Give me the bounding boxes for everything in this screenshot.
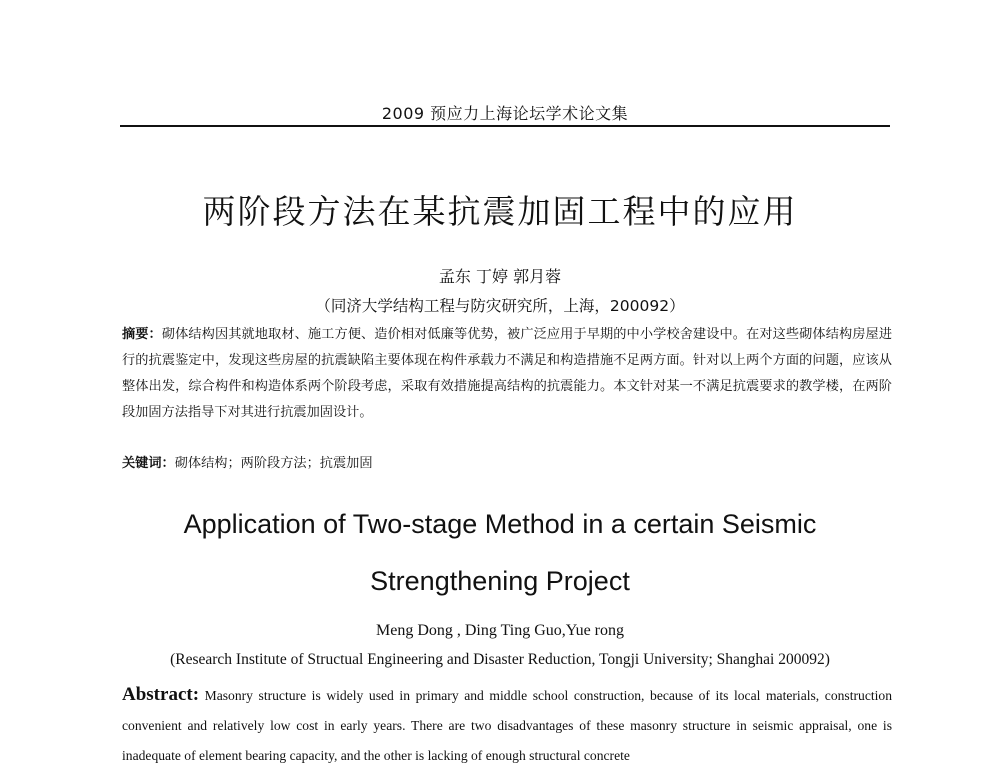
chinese-abstract-text: 砌体结构因其就地取材、施工方便、造价相对低廉等优势，被广泛应用于早期的中小学校舍建设中。在对这些砌体结构房屋进行的抗震鉴定中，发现这些房屋的抗震缺陷主要体现在构件承载力不满足和构造措施不足两方面。针对以上两个方面的问题，应该从整体出发，综合构件和构造体系两个阶段考虑，采取有效措施提高结构的抗震能力。本文针对某一不满足抗震要求的教学楼，在两阶段加固方法指导下对其进行抗震加固设计。: [122, 327, 893, 420]
chinese-affiliation: （同济大学结构工程与防灾研究所，上海，200092）: [315, 297, 685, 315]
chinese-abstract: [122, 322, 892, 426]
header-rule: [120, 125, 890, 127]
chinese-keywords-text: 砌体结构；两阶段方法；抗震加固: [174, 456, 373, 471]
chinese-abstract-label: 摘要：: [122, 327, 162, 342]
english-abstract-text: Masonry structure is widely used in primary and middle school construction, because of its local materials, construction convenient and relatively low cost in early years. There are two disadvantages of these masonry structure in seismic appraisal, one is inadequate of element bearing capacity, and the other is lacking of enough structural concrete: [122, 688, 892, 763]
english-abstract: [122, 680, 892, 771]
english-authors: Meng Dong , Ding Ting Guo,Yue rong: [375, 622, 624, 639]
chinese-authors: 孟东 丁婷 郭月蓉: [438, 267, 562, 286]
chinese-keywords-label: 关键词：: [122, 456, 175, 471]
english-abstract-label: Abstract:: [122, 684, 200, 705]
english-title: [0, 496, 1000, 610]
running-header: 2009 预应力上海论坛学术论文集: [381, 104, 629, 123]
chinese-title: 两阶段方法在某抗震加固工程中的应用: [202, 192, 798, 231]
english-title-line-1: Application of Two-stage Method in a certain Seismic: [183, 509, 817, 539]
english-affiliation: (Research Institute of Structual Engineering and Disaster Reduction, Tongji University; Shanghai 200092): [170, 651, 830, 668]
chinese-keywords: [122, 452, 892, 476]
english-title-line-2: Strengthening Project: [370, 566, 630, 596]
